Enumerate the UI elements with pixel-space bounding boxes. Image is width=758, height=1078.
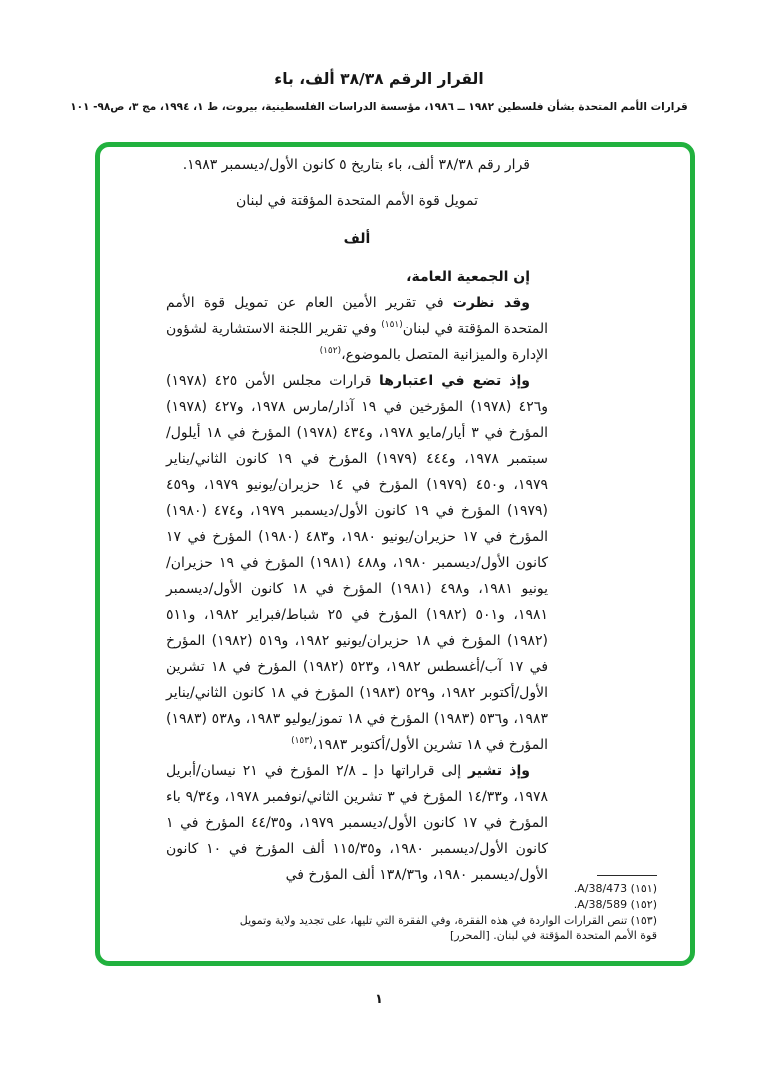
para-considered-text-1: في تقرير الأمين العام عن تمويل قوة الأمم المتحدة المؤقتة في لبنان [166, 295, 548, 337]
para-recalling [166, 758, 548, 888]
page-number: ١ [375, 992, 383, 1007]
footnote-151 [232, 881, 657, 896]
document-source-line: قرارات الأمم المتحدة بشأن فلسطين ١٩٨٢ ــ ١٩٨٦، مؤسسة الدراسات الفلسطينية، بيروت، ط ١، ١٩٩٤، مج ٣، ص٩٨- ١٠١ [70, 101, 688, 113]
para-recalling-text: إلى قراراتها دإ ـ ٢/٨ المؤرخ في ٢١ نيسان/أبريل ١٩٧٨، و١٤/٣٣ المؤرخ في ٣ تشرين الثاني/نوفمبر ١٩٧٨، و٩/٣٤ باء المؤرخ في ١٧ كانون الأول/ديسمبر ١٩٧٩، و٤٤/٣٥ المؤرخ في ١ كانون الأول/ديسمبر ١٩٨٠، و١١٥/٣٥ ألف المؤرخ في ١٠ كانون الأول/ديسمبر ١٩٨٠، و١٣٨/٣٦ ألف المؤرخ في [166, 763, 549, 883]
para-considered-text-2: وفي تقرير اللجنة الاستشارية لشؤون الإدارة والميزانية المتصل بالموضوع، [166, 321, 548, 363]
resolution-heading: قرار رقم ٣٨/٣٨ ألف، باء بتاريخ ٥ كانون الأول/ديسمبر ١٩٨٣. [182, 157, 530, 173]
resolution-body [166, 152, 548, 888]
section-label: ألف [343, 231, 371, 247]
footnotes [232, 881, 657, 944]
resolution-subtitle: تمويل قوة الأمم المتحدة المؤقتة في لبنان [235, 193, 479, 209]
footnote-152-marker: (١٥٢) [630, 898, 657, 911]
para-considered [166, 290, 548, 368]
footnote-152-text: A/38/589. [573, 898, 628, 911]
para-considered-lead: وقد نظرت [452, 295, 530, 311]
footnote-153-marker: (١٥٣) [630, 914, 657, 927]
document-title: القرار الرقم ٣٨/٣٨ ألف، باء [274, 70, 484, 88]
footnote-153-text: تنص القرارات الواردة في هذه الفقرة، وفي الفقرة التي تليها، على تجديد ولاية وتمويل قوة الأمم المتحدة المؤقتة في لبنان. [المحرر] [239, 914, 657, 942]
para-recalling-lead: وإذ تشير [468, 763, 530, 779]
footnote-divider [597, 875, 657, 876]
footnote-153 [232, 913, 657, 943]
para-bearing-text: قرارات مجلس الأمن ٤٢٥ (١٩٧٨) و٤٢٦ (١٩٧٨) المؤرخين في ١٩ آذار/مارس ١٩٧٨، و٤٢٧ (١٩٧٨) المؤرخ في ٣ أيار/مايو ١٩٧٨، و٤٣٤ (١٩٧٨) المؤرخ في ١٨ أيلول/سبتمبر ١٩٧٨، و٤٤٤ (١٩٧٩) المؤرخ في ١٩ كانون الثاني/يناير ١٩٧٩، و٤٥٠ (١٩٧٩) المؤرخ في ١٤ حزيران/يونيو ١٩٧٩، و٤٥٩ (١٩٧٩) المؤرخ في ١٩ كانون الأول/ديسمبر ١٩٧٩، و٤٧٤ (١٩٨٠) المؤرخ في ١٧ حزيران/يونيو ١٩٨٠، و٤٨٣ (١٩٨٠) المؤرخ في ١٧ كانون الأول/ديسمبر ١٩٨٠، و٤٨٨ (١٩٨١) المؤرخ في ١٩ حزيران/يونيو ١٩٨١، و٤٩٨ (١٩٨١) المؤرخ في ١٨ كانون الأول/ديسمبر ١٩٨١، و٥٠١ (١٩٨٢) المؤرخ في ٢٥ شباط/فبراير ١٩٨٢، و٥١١ (١٩٨٢) المؤرخ في ١٨ حزيران/يونيو ١٩٨٢، و٥١٩ (١٩٨٢) المؤرخ في ١٧ آب/أغسطس ١٩٨٢، و٥٢٣ (١٩٨٢) المؤرخ في ١٨ تشرين الأول/أكتوبر ١٩٨٢، و٥٢٩ (١٩٨٣) المؤرخ في ١٨ كانون الثاني/يناير ١٩٨٣، و٥٣٦ (١٩٨٣) المؤرخ في ١٨ تموز/يوليو ١٩٨٣، و٥٣٨ (١٩٨٣) المؤرخ في ١٨ تشرين الأول/أكتوبر ١٩٨٣، [166, 373, 549, 753]
footnote-151-marker: (١٥١) [630, 882, 657, 895]
salutation: إن الجمعية العامة، [406, 269, 530, 285]
footnote-ref-153: (١٥٣) [291, 736, 313, 746]
para-bearing-lead: وإذ تضع في اعتبارها [379, 373, 530, 389]
footnote-ref-151: (١٥١) [381, 320, 403, 330]
para-bearing-in-mind [166, 368, 548, 758]
footnote-151-text: A/38/473. [573, 882, 628, 895]
footnote-152 [232, 897, 657, 912]
footnote-ref-152: (١٥٢) [319, 346, 342, 356]
green-highlight-box [95, 142, 695, 966]
